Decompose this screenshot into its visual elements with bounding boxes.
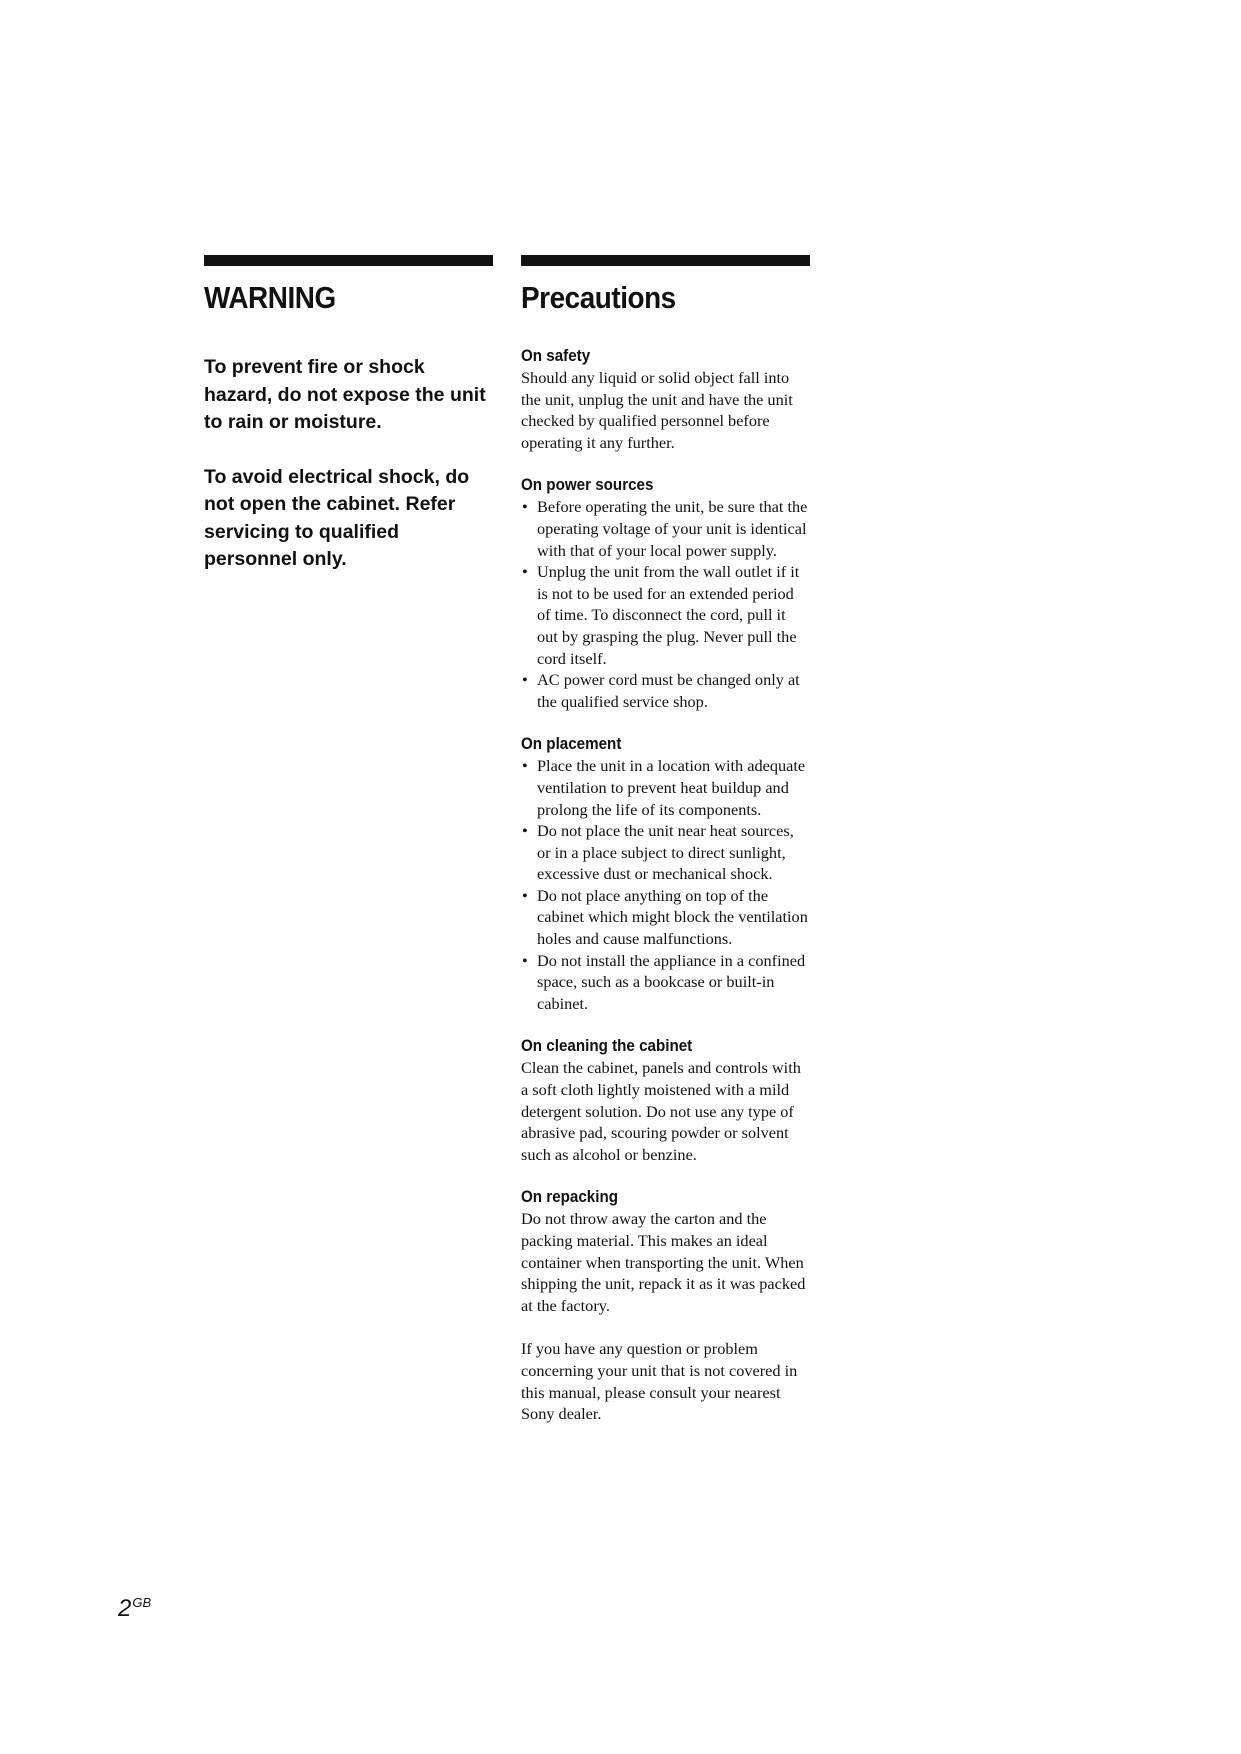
section-cleaning	[521, 1036, 810, 1165]
list-item	[521, 950, 810, 1015]
warning-paragraph-shock: To avoid electrical shock, do not open the cabinet. Refer servicing to qualified personnel only.	[204, 465, 470, 570]
closing-note: If you have any question or problem concerning your unit that is not covered in this manual, please consult your nearest Sony dealer.	[521, 1339, 798, 1424]
page-number-value: 2	[118, 1595, 132, 1622]
list-item	[521, 669, 810, 712]
bullet-icon: •	[522, 497, 528, 517]
list-item-text: Unplug the unit from the wall outlet if it is not to be used for an extended period of time. To disconnect the cord, pull it out by grasping the plug. Never pull the cord itself.	[537, 562, 800, 668]
section-heading: On power sources	[521, 476, 654, 495]
bullet-icon: •	[522, 821, 528, 841]
precautions-rule	[521, 255, 810, 266]
list-item	[521, 755, 810, 820]
list-item-text: Before operating the unit, be sure that the operating voltage of your unit is identical with that of your local power supply.	[537, 497, 808, 560]
section-body: Clean the cabinet, panels and controls with a soft cloth lightly moistened with a mild detergent solution. Do not use any type of abrasive pad, scouring powder or solvent such as alcohol or benzine.	[521, 1058, 801, 1164]
list-item	[521, 820, 810, 885]
bullet-icon: •	[522, 562, 528, 582]
warning-paragraph-fire: To prevent fire or shock hazard, do not expose the unit to rain or moisture.	[204, 356, 486, 433]
bullet-icon: •	[522, 756, 528, 776]
precautions-sections	[521, 346, 810, 1425]
bullet-list	[521, 755, 810, 1014]
list-item-text: Do not place anything on top of the cabinet which might block the ventilation holes and cause malfunctions.	[537, 885, 808, 949]
bullet-icon: •	[522, 670, 528, 690]
precautions-title: Precautions	[521, 280, 676, 315]
warning-rule	[204, 255, 493, 266]
section-placement	[521, 734, 810, 1014]
warning-column	[204, 255, 493, 574]
list-item-text: AC power cord must be changed only at the qualified service shop.	[537, 670, 800, 711]
list-item	[521, 496, 810, 561]
list-item-text: Do not install the appliance in a confined space, such as a bookcase or built-in cabinet.	[537, 950, 806, 1013]
section-heading: On safety	[521, 347, 591, 365]
section-power-sources	[521, 475, 810, 712]
section-heading: On placement	[521, 735, 622, 754]
section-body: Do not throw away the carton and the packing material. This makes an ideal container when transporting the unit. When shipping the unit, repack it as it was packed at the factory.	[521, 1209, 806, 1315]
section-safety	[521, 346, 810, 453]
page-number	[118, 1590, 151, 1622]
bullet-icon: •	[522, 950, 528, 970]
section-body: Should any liquid or solid object fall into the unit, unplug the unit and have the unit checked by qualified personnel before operating it any further.	[521, 368, 793, 452]
list-item-text: Place the unit in a location with adequate ventilation to prevent heat buildup and prolong the life of its components.	[537, 756, 806, 819]
precautions-column	[521, 255, 810, 1447]
warning-title: WARNING	[204, 280, 336, 315]
bullet-list	[521, 496, 810, 712]
section-heading: On cleaning the cabinet	[521, 1037, 693, 1056]
list-item	[521, 561, 810, 669]
section-repacking	[521, 1187, 810, 1424]
bullet-icon: •	[522, 885, 528, 905]
list-item-text: Do not place the unit near heat sources, or in a place subject to direct sunlight, excessive dust or mechanical shock.	[537, 821, 794, 884]
page-number-suffix: GB	[132, 1595, 152, 1610]
section-heading: On repacking	[521, 1188, 619, 1207]
list-item	[521, 885, 810, 950]
